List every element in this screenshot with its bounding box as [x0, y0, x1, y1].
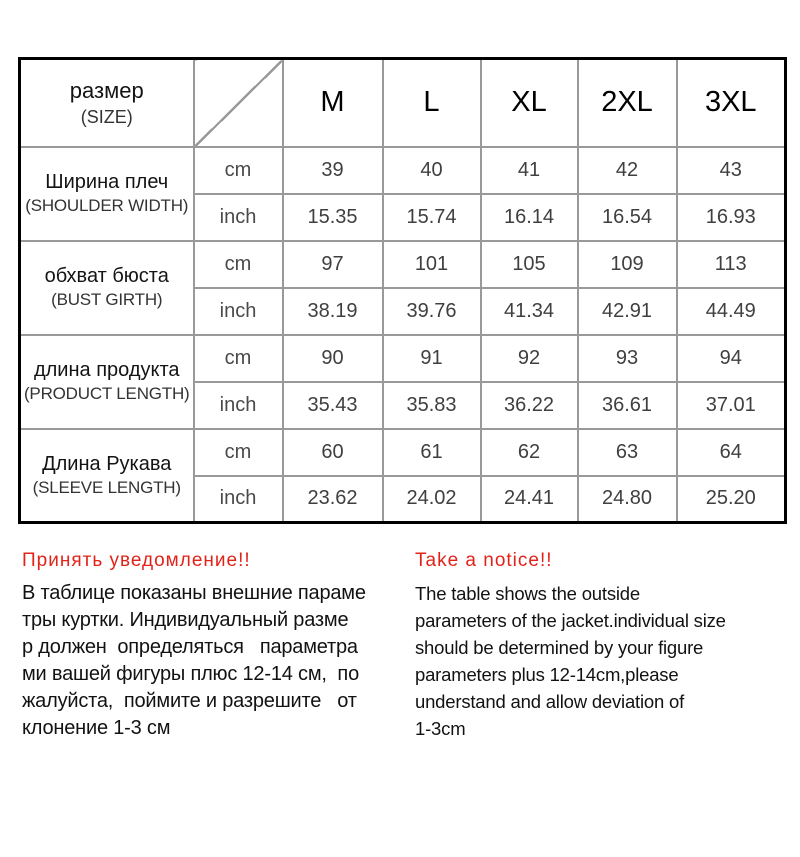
value-cell: 23.62 [283, 476, 383, 523]
label-en: (BUST GIRTH) [51, 290, 163, 309]
notice-english [415, 550, 785, 742]
notice-russian [22, 550, 415, 742]
value-cell: 64 [677, 429, 786, 476]
label-ru: Длина Рукава [42, 452, 172, 475]
notice-heading-en: Take a notice!! [415, 550, 553, 571]
label-en: (SLEEVE LENGTH) [32, 477, 181, 497]
unit-label-inch: inch [194, 288, 283, 335]
value-cell: 41.34 [481, 288, 578, 335]
label-ru: обхват бюста [44, 265, 169, 287]
measurement-label-shoulder [20, 147, 194, 241]
unit-label-inch: inch [194, 476, 283, 523]
value-cell: 91 [383, 335, 481, 382]
value-cell: 24.41 [481, 476, 578, 523]
measurement-label-bust [20, 241, 194, 335]
value-cell: 39 [283, 147, 383, 194]
table-row-sleeve-cm [20, 429, 786, 476]
notice-body-en: The table shows the outside parameters of the jacket.individual size should be determined by your figure parameters plus 12-14cm,please understand and allow deviation of 1-3cm [415, 583, 726, 739]
value-cell: 43 [677, 147, 786, 194]
value-cell: 62 [481, 429, 578, 476]
value-cell: 113 [677, 241, 786, 288]
value-cell: 90 [283, 335, 383, 382]
value-cell: 39.76 [383, 288, 481, 335]
notice-section [22, 550, 800, 742]
value-cell: 105 [481, 241, 578, 288]
unit-label-cm: cm [194, 241, 283, 288]
value-cell: 16.54 [578, 194, 677, 241]
value-cell: 40 [383, 147, 481, 194]
measurement-label-sleeve [20, 429, 194, 523]
value-cell: 41 [481, 147, 578, 194]
value-cell: 15.35 [283, 194, 383, 241]
notice-heading-ru: Принять уведомление!! [22, 550, 251, 571]
size-corner-cell [20, 59, 194, 147]
unit-label-cm: cm [194, 147, 283, 194]
size-header-l: L [383, 59, 481, 147]
value-cell: 36.61 [578, 382, 677, 429]
value-cell: 92 [481, 335, 578, 382]
value-cell: 61 [383, 429, 481, 476]
value-cell: 15.74 [383, 194, 481, 241]
value-cell: 38.19 [283, 288, 383, 335]
value-cell: 36.22 [481, 382, 578, 429]
corner-title-ru: размер [69, 77, 144, 103]
value-cell: 25.20 [677, 476, 786, 523]
value-cell: 63 [578, 429, 677, 476]
value-cell: 16.93 [677, 194, 786, 241]
value-cell: 60 [283, 429, 383, 476]
label-en: (SHOULDER WIDTH) [25, 196, 189, 215]
unit-label-cm: cm [194, 335, 283, 382]
value-cell: 109 [578, 241, 677, 288]
value-cell: 24.80 [578, 476, 677, 523]
value-cell: 42.91 [578, 288, 677, 335]
measurement-label-product-length [20, 335, 194, 429]
value-cell: 16.14 [481, 194, 578, 241]
size-chart-table [18, 57, 787, 524]
value-cell: 24.02 [383, 476, 481, 523]
label-ru: Ширина плеч [45, 171, 169, 193]
table-row-length-cm [20, 335, 786, 382]
diagonal-divider-cell [194, 59, 283, 147]
value-cell: 94 [677, 335, 786, 382]
size-header-xl: XL [481, 59, 578, 147]
unit-label-inch: inch [194, 382, 283, 429]
table-row-shoulder-cm [20, 147, 786, 194]
value-cell: 44.49 [677, 288, 786, 335]
value-cell: 42 [578, 147, 677, 194]
value-cell: 35.43 [283, 382, 383, 429]
unit-label-cm: cm [194, 429, 283, 476]
table-row-bust-cm [20, 241, 786, 288]
value-cell: 93 [578, 335, 677, 382]
value-cell: 101 [383, 241, 481, 288]
corner-subtitle-en: (SIZE) [80, 106, 133, 127]
label-en: (PRODUCT LENGTH) [23, 384, 190, 403]
value-cell: 97 [283, 241, 383, 288]
value-cell: 37.01 [677, 382, 786, 429]
size-header-m: M [283, 59, 383, 147]
header-row [20, 59, 786, 147]
value-cell: 35.83 [383, 382, 481, 429]
size-header-3xl: 3XL [677, 59, 786, 147]
unit-label-inch: inch [194, 194, 283, 241]
notice-body-ru: В таблице показаны внешние параме тры куртки. Индивидуальный разме р должен определяться параметра ми вашей фигуры плюс 12-14 см, по жалуйста, поймите и разрешите от клонение 1-3 см [22, 582, 366, 739]
label-ru: длина продукта [33, 359, 180, 381]
size-header-2xl: 2XL [578, 59, 677, 147]
